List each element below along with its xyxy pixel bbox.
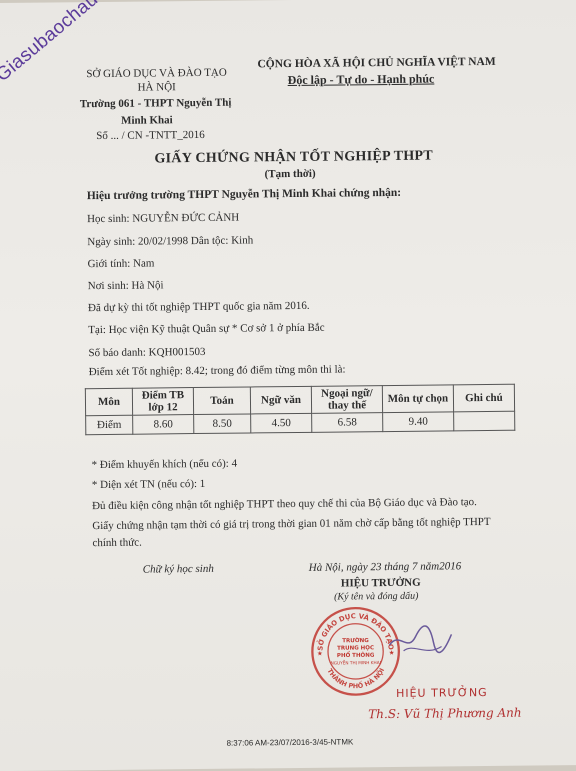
header-left xyxy=(81,67,231,95)
principal-title-handwritten: HIỆU TRƯỞNG xyxy=(395,685,488,700)
col-elective: Môn tự chọn xyxy=(382,385,453,413)
principal-title: HIỆU TRƯỞNG xyxy=(340,576,421,590)
field-gender: Giới tính: Nam xyxy=(87,257,155,271)
svg-text:★: ★ xyxy=(316,649,323,658)
student-signature-label: Chữ ký học sinh xyxy=(142,562,214,576)
svg-text:TRUNG HỌC: TRUNG HỌC xyxy=(337,645,375,652)
place-and-date: Hà Nội, ngày 23 tháng 7 năm2016 xyxy=(308,560,462,574)
cell-foreign-language: 6.58 xyxy=(312,413,383,433)
field-exam-location: Tại: Học viện Kỹ thuật Quân sự * Cơ sở 1 ở phía Bắc xyxy=(88,321,325,337)
field-candidate-number: Số báo danh: KQH001503 xyxy=(88,345,206,360)
certificate-title: GIẤY CHỨNG NHẬN TỐT NGHIỆP THPT xyxy=(154,148,434,167)
number-suffix: / CN -TNTT_2016 xyxy=(121,128,205,142)
note-validity-line2: chính thức. xyxy=(92,536,142,550)
country-name: CỘNG HÒA XÃ HỘI CHỦ NGHĨA VIỆT NAM xyxy=(257,55,496,71)
field-exam-info: Đã dự kỳ thi tốt nghiệp THPT quốc gia năm 2016. xyxy=(87,299,310,315)
department-line: SỞ GIÁO DỤC VÀ ĐÀO TẠO xyxy=(86,66,227,81)
table-row xyxy=(86,411,515,434)
national-motto: Độc lập - Tự do - Hạnh phúc xyxy=(287,71,435,88)
field-birth-date: Ngày sinh: 20/02/1998 Dân tộc: Kinh xyxy=(87,234,254,249)
principal-signature xyxy=(385,612,456,663)
score-table xyxy=(85,384,515,436)
cell-note xyxy=(454,411,515,431)
sign-note: (Ký tên và đóng dấu) xyxy=(333,590,419,603)
note-eligibility: Đủ điều kiện công nhận tốt nghiệp THPT theo quy chế thi của Bộ Giáo dục và Đào tạo. xyxy=(92,496,477,513)
svg-text:NGUYỄN THỊ MINH KHAI: NGUYỄN THỊ MINH KHAI xyxy=(330,659,381,666)
note-validity-line1: Giấy chứng nhận tạm thời có giá trị trong thời gian 01 năm chờ cấp bằng tốt nghiệp THPT xyxy=(92,515,491,533)
cell-math: 8.50 xyxy=(194,414,251,434)
col-math: Toán xyxy=(193,387,250,415)
field-total-score: Điểm xét Tốt nghiệp: 8.42; trong đó điểm từng môn thi là: xyxy=(88,363,346,379)
document-number xyxy=(96,129,205,142)
svg-text:★: ★ xyxy=(388,648,395,657)
footer-print-code: 8:37:06 AM-23/07/2016-3/45-NTMK xyxy=(226,737,354,748)
city-line: HÀ NỘI xyxy=(137,81,176,94)
number-value: ... xyxy=(110,129,119,142)
principal-name: Th.S: Vũ Thị Phương Anh xyxy=(368,705,522,722)
cell-elective: 9.40 xyxy=(383,412,454,432)
school-name-line2: Minh Khai xyxy=(120,114,173,127)
cell-literature: 4.50 xyxy=(251,413,312,433)
field-birthplace: Nơi sinh: Hà Nội xyxy=(87,279,164,293)
certificate-subtitle: (Tạm thời) xyxy=(264,167,316,181)
svg-text:PHỔ THÔNG: PHỔ THÔNG xyxy=(336,652,375,660)
field-student-name: Học sinh: NGUYỄN ĐỨC CẢNH xyxy=(87,211,240,226)
cell-label: Điểm xyxy=(86,415,133,434)
col-avg-grade12: Điểm TB lớp 12 xyxy=(132,388,193,416)
col-subject: Môn xyxy=(85,388,132,415)
col-note: Ghi chú xyxy=(453,384,514,412)
intro-statement: Hiệu trưởng trường THPT Nguyễn Thị Minh Khai chứng nhận: xyxy=(86,186,402,203)
svg-text:SỞ GIÁO DỤC VÀ ĐÀO TẠO: SỞ GIÁO DỤC VÀ ĐÀO TẠO xyxy=(316,612,395,651)
svg-text:TRƯỜNG: TRƯỜNG xyxy=(342,638,369,645)
school-name-line1: Trường 061 - THPT Nguyễn Thị xyxy=(79,96,232,111)
note-bonus-points: * Điểm khuyến khích (nếu có): 4 xyxy=(91,457,238,472)
number-prefix: Số xyxy=(96,129,108,143)
cell-avg-grade12: 8.60 xyxy=(133,415,194,435)
col-foreign-language: Ngoại ngữ/ thay thế xyxy=(311,386,382,414)
svg-text:THÀNH PHỐ HÀ NỘI: THÀNH PHỐ HÀ NỘI xyxy=(325,666,387,691)
col-literature: Ngữ văn xyxy=(250,386,311,414)
note-graduation-category: * Diện xét TN (nếu có): 1 xyxy=(91,477,206,492)
